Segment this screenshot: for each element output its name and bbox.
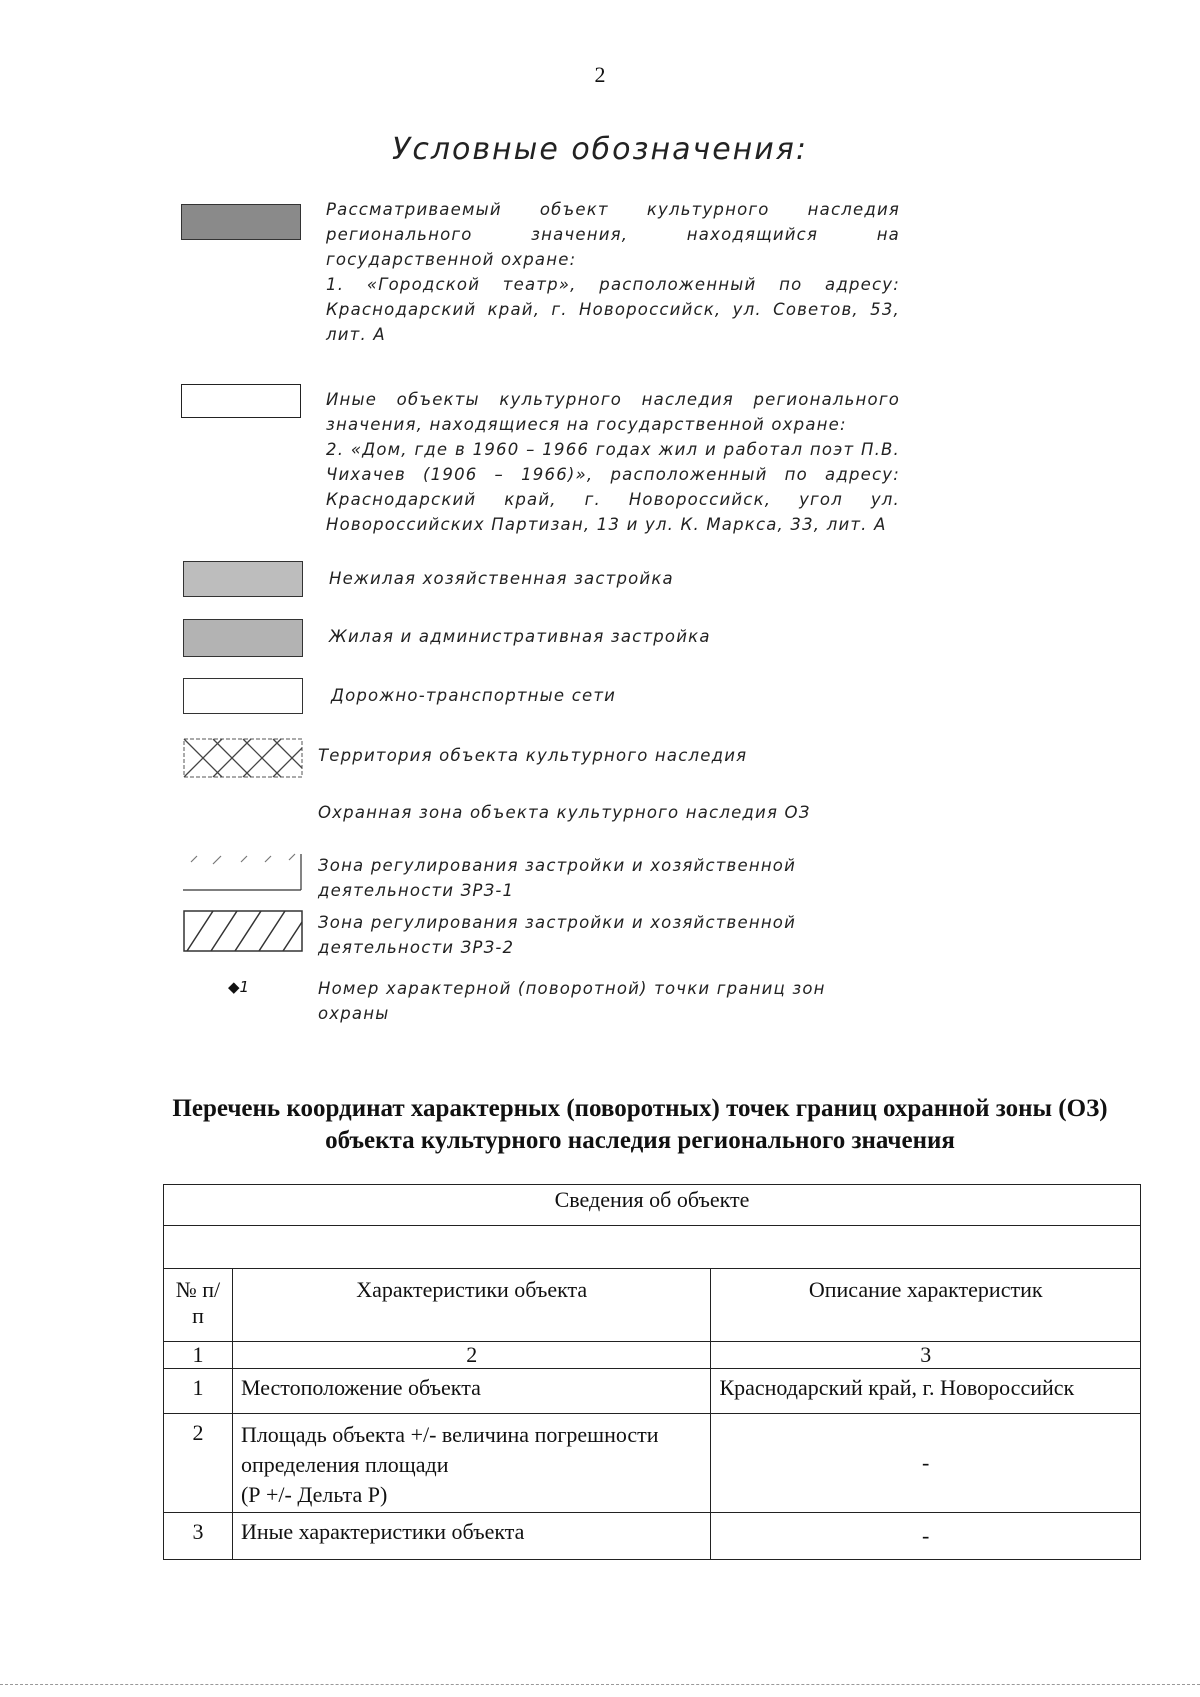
white-rect-symbol (181, 384, 301, 418)
row-characteristic-line: Площадь объекта +/- величина погрешности определения площади (240, 1422, 659, 1477)
col-number: 2 (232, 1342, 711, 1369)
diagonal-hatch-symbol (183, 910, 303, 952)
header-description: Описание характеристик (711, 1269, 1141, 1342)
legend-label: Охранная зона объекта культурного наследия ОЗ (318, 803, 811, 822)
diamond-icon: ◆ (228, 978, 240, 996)
table-empty-row (164, 1226, 1141, 1269)
dashed-zone-symbol (183, 852, 303, 892)
dark-gray-rect-symbol (181, 204, 301, 240)
row-description: Краснодарский край, г. Новороссийск (711, 1369, 1141, 1414)
document-heading: Перечень координат характерных (поворотных) точек границ охранной зоны (ОЗ) объекта культурного наследия регионального значения (172, 1095, 1108, 1154)
table-row (164, 1369, 1141, 1414)
row-num: 1 (164, 1369, 233, 1414)
page-number: 2 (594, 62, 606, 87)
table-col-number-row (164, 1342, 1141, 1369)
table-row (164, 1513, 1141, 1560)
road-rect-symbol (183, 678, 303, 714)
table-header-row (164, 1269, 1141, 1342)
row-characteristic: Иные характеристики объекта (232, 1513, 711, 1560)
legend-text (326, 387, 900, 537)
gray-rect-symbol (183, 619, 303, 657)
object-info-table (163, 1184, 1141, 1560)
col-number: 3 (711, 1342, 1141, 1369)
cross-hatch-symbol (183, 738, 303, 778)
header-num: № п/п (164, 1269, 233, 1342)
legend-label: Нежилая хозяйственная застройка (329, 569, 674, 588)
row-characteristic (232, 1414, 711, 1513)
point-marker-symbol (228, 978, 249, 996)
legend-label: Дорожно-транспортные сети (331, 686, 617, 705)
table-title-row (164, 1185, 1141, 1226)
row-characteristic-line: (Р +/- Дельта Р) (240, 1482, 388, 1507)
legend-line: Рассматриваемый объект культурного наследия регионального значения, находящийся на государственной охране: (326, 200, 900, 269)
row-num: 3 (164, 1513, 233, 1560)
legend-title: Условные обозначения: (392, 132, 808, 167)
legend-line: 2. «Дом, где в 1960 – 1966 годах жил и работал поэт П.В. Чихачев (1906 – 1966)», расположенный по адресу: Краснодарский край, г. Новороссийск, угол ул. Новороссийских Партизан, 13 и ул. К. Маркса, 33, лит. А (326, 440, 900, 534)
table-empty-cell (164, 1226, 1141, 1269)
col-number: 1 (164, 1342, 233, 1369)
light-gray-rect-symbol (183, 561, 303, 597)
legend-text (326, 197, 900, 347)
legend-label: Зона регулирования застройки и хозяйственной деятельности ЗРЗ-2 (318, 913, 797, 957)
legend-label: Зона регулирования застройки и хозяйственной деятельности ЗРЗ-1 (318, 856, 797, 900)
legend-label: Номер характерной (поворотной) точки границ зон охраны (318, 979, 826, 1023)
legend-line: 1. «Городской театр», расположенный по адресу: Краснодарский край, г. Новороссийск, ул. Советов, 53, лит. А (326, 275, 900, 344)
scan-edge-line (0, 1684, 1200, 1685)
legend-label: Жилая и административная застройка (329, 627, 711, 646)
legend-line: Иные объекты культурного наследия регионального значения, находящиеся на государственной охране: (326, 390, 900, 434)
table-row (164, 1414, 1141, 1513)
table-title: Сведения об объекте (164, 1185, 1141, 1226)
point-marker-label: 1 (239, 978, 250, 996)
row-characteristic: Местоположение объекта (232, 1369, 711, 1414)
row-description: - (711, 1513, 1141, 1560)
row-num: 2 (164, 1414, 233, 1513)
header-characteristics: Характеристики объекта (232, 1269, 711, 1342)
row-description: - (711, 1414, 1141, 1513)
legend-label: Территория объекта культурного наследия (318, 746, 748, 765)
